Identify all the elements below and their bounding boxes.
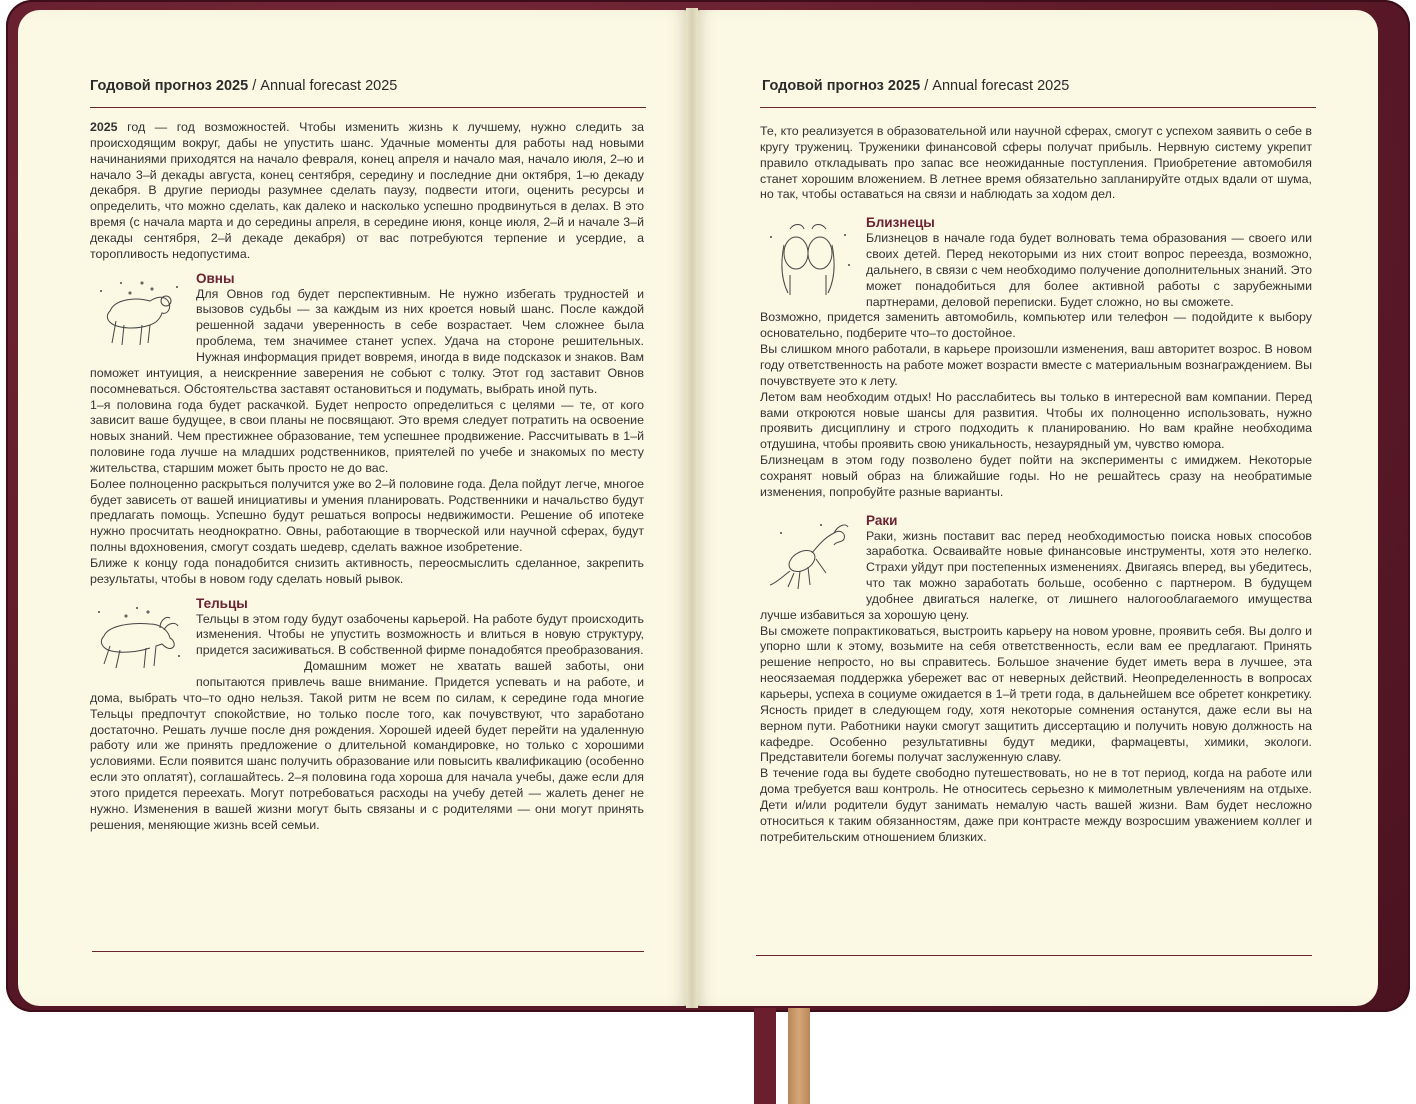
taurus-heading: Тельцы (196, 595, 248, 611)
right-footer-rule (756, 955, 1312, 956)
header-separator: / (252, 78, 257, 94)
gemini-illustration-icon (760, 215, 856, 297)
header-title-ru: Годовой прогноз 2025 (90, 78, 249, 94)
intro-paragraph: 2025 год — год возможностей. Чтобы изменить жизнь к лучшему, нужно следить за происходящим вокруг, дабы не упустить шанс. Удачные моменты для работы над новыми начинаниями приходятся на начало февраля, конец апреля и начало мая, начало июля, 2–ю и начало 3–й декады августа, конец сентября, середину и последние дни октября, 1–ю декаду декабря. В другие периоды разумнее сделать паузу, подвести итоги, оценить ресурсы и определить, что можно сделать, как далеко и насколько успешно продвинуться в делах. В это время (с начала марта и до середины апреля, в середине июня, конце июля, 2–й и начале 3–й декады сентября, 2–й декаде декабря) от вас потребуются терпение и усердие, а торопливость недопустима. (90, 120, 644, 261)
right-page-header (762, 78, 1069, 94)
right-intro-paragraph: Те, кто реализуется в образовательной или научной сферах, смогут с успехом заявить о себе в кругу тружениц. Труженики финансовой сферы получат прибыль. Нервную систему укрепит правило откладывать про запас все неожиданные поступления. Приобретение автомобиля станет хорошим вложением. В летнее время обязательно запланируйте отдых вдали от шума, но так, чтобы оставаться на связи и наблюдать за ходом дел. (760, 124, 1312, 202)
right-header-rule (760, 107, 1316, 108)
intro-year: 2025 (90, 120, 118, 134)
cancer-heading: Раки (866, 512, 898, 528)
right-page-text: Те, кто реализуется в образовательной или научной сферах, смогут с успехом заявить о себе в кругу тружениц. Труженики финансовой сферы получат прибыль. Нервную систему укрепит правило откладывать про запас все неожиданные поступления. Приобретение автомобиля станет хорошим вложением. В летнее время обязательно запланируйте отдых вдали от шума, но так, чтобы оставаться на связи и наблюдать за ходом дел. Близнецы Близнецов в начале года будет волновать тема образования — своего или своих детей. Перед некоторыми из них стоит вопрос переезда, возможно, дальнего, в связи с чем необходимо получение дополнительных знаний. Это может понадобиться для более активной работы с зарубежными партнерами, деловой переписки. Будет сложно, но вы сможете. Возможно, придется заменить автомобиль, компьютер или телефон — подойдите к выбору основательно, подберите что–то достойное. Вы слишком много работали, в карьере произошли изменения, ваш авторитет возрос. В новом году ответственность на работе может возрасти вместе с материальным вознаграждением. Вы почувствуете это к лету. Летом вам необходим отдых! Но расслабитесь вы только в интересной вам компании. Перед вами откроются новые шансы для развития. Чтобы их полноценно использовать, нужно проявить дисциплину и строго подходить к планированию. Но вам крайне необходима отдушина, чтобы проявить свою уникальность, незаурядный ум, чувство юмора. Близнецам в этом году позволено будет пойти на эксперименты с имиджем. Некоторые сохранят новый образ на ближайшие годы. Но не решайтесь сразу на необратимые изменения, попробуйте разные варианты. Раки Раки, жизнь поставит вас перед необходимостью поиска новых способов заработка. Осваивайте новые финансовые инструменты, хотя это нелегко. Страхи уйдут при постепенных изменениях. Двигаясь вперед, вы убедитесь, что так можно заработать больше, особенно с партнером. В будущем удобнее двигаться налегке, от лишнего налогооблагаемого имущества лучше избавиться за хорошую цену. Вы сможете попрактиковаться, выстроить карьеру на новом уровне, проявить себя. Вы долго и упорно шли к этому, возьмите на себя ответственность, если вам ее предлагают. Принять решение непросто, но вы справитесь. Большое значение будет иметь вера в лучшее, эта неосязаемая поддержка убережет вас от неверных действий. Неопределенность в вопросах карьеры, успеха в социуме ожидается в 1–й трети года, в дальнейшем все обретет конкретику. Ясность придет в следующем году, хотя некоторые сомнения останутся, даже если вы на верном пути. Работники науки смогут защитить диссертацию и получить новую должность на кафедре. Особенно результативны будут медики, фармацевты, химики, экологи. Представители богемы получат заслуженную славу. В течение года вы будете свободно путешествовать, но не в тот период, когда на работе или дома требуется ваш контроль. Не относитесь серьезно к мимолетным увлечениям на отдыхе. Дети и/или родители будут занимать немалую часть вашей жизни. Вам будет несложно относиться к таким обязанностям, даже при контрасте между возросшим уважением коллег и потребительским отношением близких. (760, 124, 1312, 844)
cancer-illustration-icon (760, 513, 856, 595)
aries-heading: Овны (196, 270, 235, 286)
bookmark-ribbon-burgundy[interactable] (754, 1008, 776, 1104)
bookmark-ribbon-gold[interactable] (788, 1008, 810, 1104)
header-title-ru-right: Годовой прогноз 2025 (762, 78, 921, 94)
aries-illustration-icon (90, 271, 186, 353)
taurus-illustration-icon (90, 596, 186, 678)
header-title-en: Annual forecast 2025 (260, 78, 398, 94)
book-gutter (686, 8, 698, 1008)
left-footer-rule (92, 951, 644, 952)
left-page-text: 2025 год — год возможностей. Чтобы изменить жизнь к лучшему, нужно следить за происходящим вокруг, дабы не упустить шанс. Удачные моменты для работы над новыми начинаниями приходятся на начало февраля, конец апреля и начало мая, начало июля, 2–ю и начало 3–й декады августа, конец сентября, середину и последние дни октября, 1–ю декаду декабря. В другие периоды разумнее сделать паузу, подвести итоги, оценить ресурсы и определить, что можно сделать, как далеко и насколько успешно продвинуться в делах. В это время (с начала марта и до середины апреля, в середине июня, конце июля, 2–й и начале 3–й декады сентября, 2–й декаде декабря) от вас потребуются терпение и усердие, а торопливость недопустима. Овны Для Овнов год будет перспективным. Не нужно избегать трудностей и вызовов судьбы — за каждым из них кроется новый шанс. После каждой решенной задачи уверенность в себе возрастает. Чем сложнее была проблема, тем значимее станет успех. Удача на стороне решительных. Нужная информация придет вовремя, иногда в виде подсказок и знаков. Вам поможет интуиция, а неискренние заверения не собьют с толку. Этот год заставит Овнов посомневаться. Обстоятельства заставят остановиться и подумать, выбрать иной путь. 1–я половина года будет раскачкой. Будет непросто определиться с целями — те, от кого зависит ваше будущее, в свои планы не посвящают. Это время следует потратить на освоение новых знаний. Чем престижнее образование, тем успешнее продвижение. Рассчитывать в 1–й половине года лучше на младших родственников, приятелей по учебе и знакомых по месту жительства, старшим может быть просто не до вас. Более полноценно раскрыться получится уже во 2–й половине года. Дела пойдут легче, многое будет зависеть от вашей инициативы и умения планировать. Родственники и начальство будут предлагать помощь. Успешно будут решаться вопросы недвижимости. Решение об ипотеке нужно просчитать неоднократно. Овны, работающие в творческой или научной сферах, будут полны вдохновения, смогут создать шедевр, сделать важное изобретение. Ближе к концу года понадобится снизить активность, переосмыслить сделанное, закрепить результаты, чтобы в новом году сделать новый рывок. Тельцы Тельцы в этом году будут озабочены карьерой. На работе будут происходить изменения. Чтобы не упустить возможность и влиться в новую структуру, придется засиживаться. В собственной фирме понадобятся преобразования. Домашним может не хватать вашей заботы, они попытаются привлечь ваше внимание. Придется успевать и на работе, и дома, выбрать что–то одно нельзя. Такой ритм не всем по силам, к середине года многие Тельцы предпочтут спокойствие, но только после того, как почувствуют, что заработано достаточно. Решать лучше после дня рождения. Хорошей идеей будет перейти на удаленную работу или же принять предложение о длительной командировке, но только с хорошими условиями. Если появится шанс получить образование или повысить квалификацию (особенно если это оплатят), соглашайтесь. 2–я половина года хороша для начала учебы, даже если для этого придется переехать. Могут потребоваться расходы на учебу детей — жалеть денег не нужно. Изменения в вашей жизни могут быть связаны и с родителями — они могут принять решения, меняющие жизнь всей семьи. (90, 120, 644, 832)
header-separator-right: / (924, 78, 929, 94)
left-page-header (90, 78, 397, 94)
left-header-rule (90, 107, 646, 108)
gemini-heading: Близнецы (866, 215, 935, 231)
header-title-en-right: Annual forecast 2025 (932, 78, 1070, 94)
